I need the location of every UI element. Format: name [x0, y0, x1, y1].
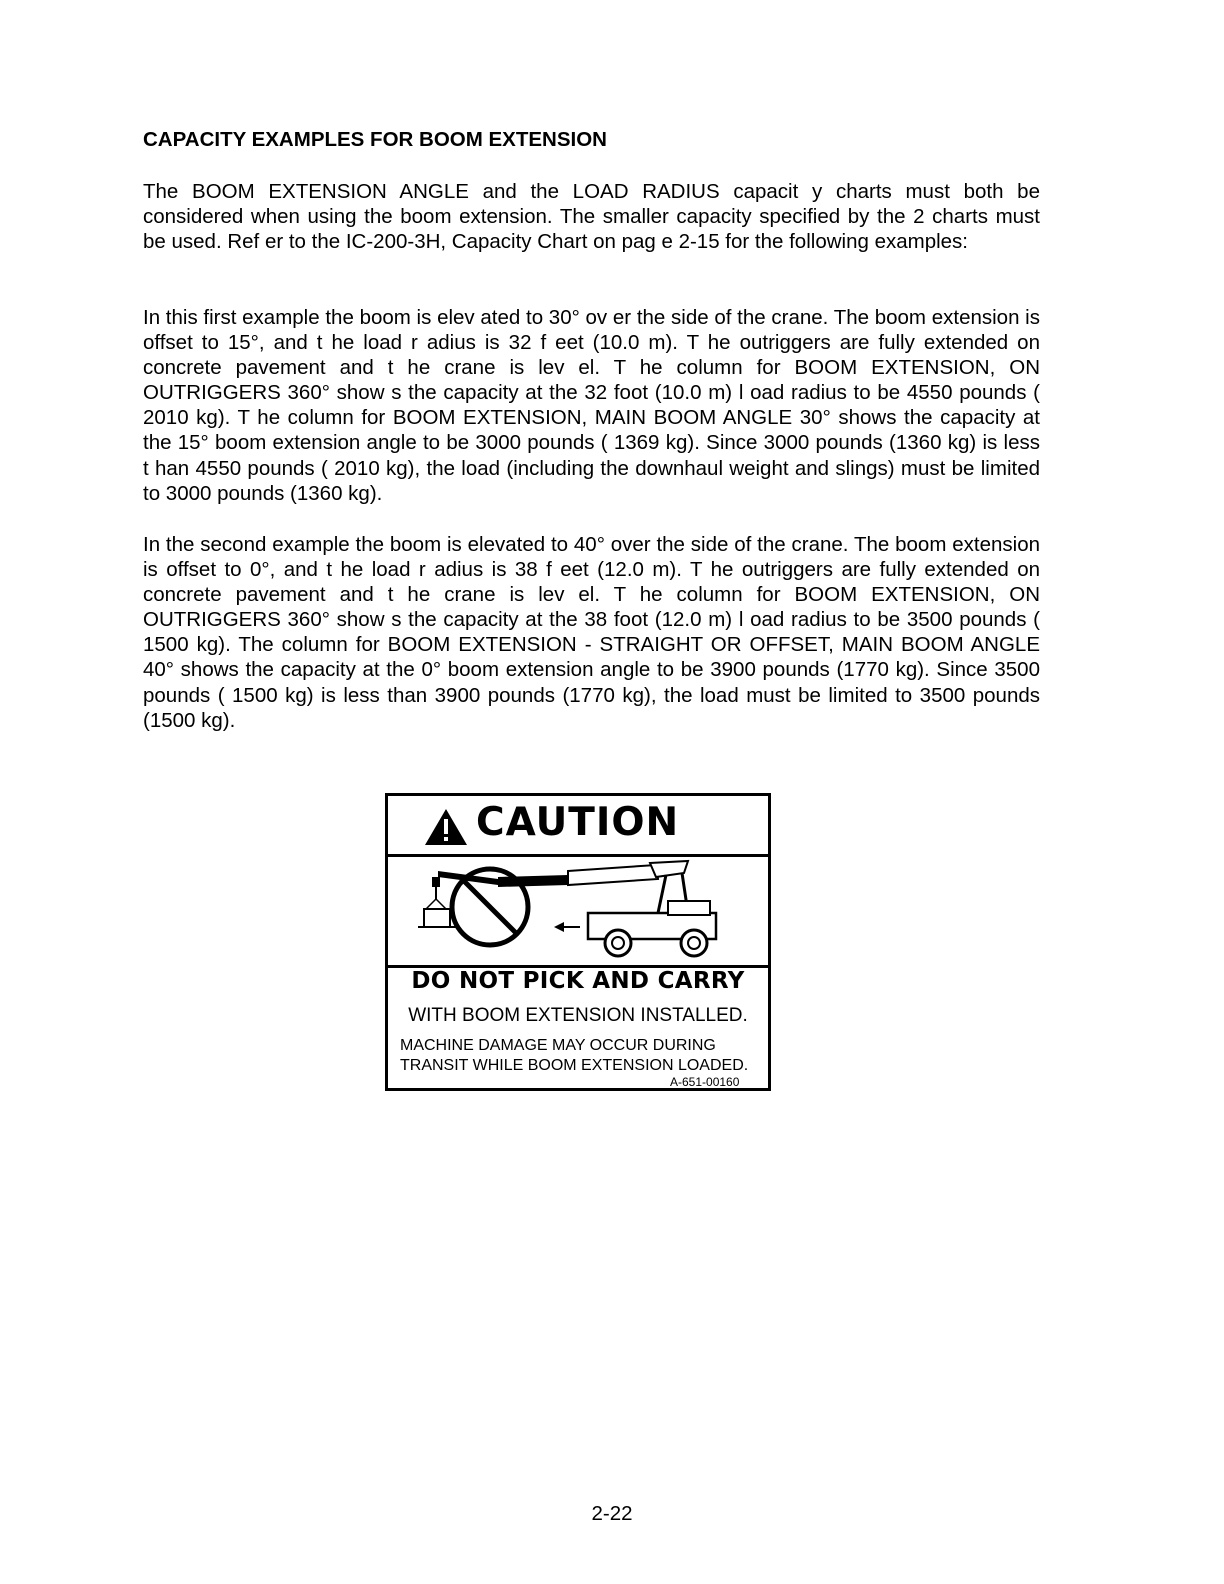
- caution-label: [385, 793, 771, 1091]
- page-heading: CAPACITY EXAMPLES FOR BOOM EXTENSION: [143, 128, 607, 151]
- intro-paragraph: The BOOM EXTENSION ANGLE and the LOAD RADIUS capacit y charts must both be considered when using the boom extension. The smaller capacity specified by the 2 charts must be used. Ref er to the IC-200-3H, Capacity Chart on pag e 2-15 for the following examples:: [143, 180, 1040, 254]
- label-part-number: A-651-00160: [670, 1075, 740, 1089]
- pick-and-carry-pictogram: [388, 857, 768, 968]
- label-note-line-2: TRANSIT WHILE BOOM EXTENSION LOADED.: [400, 1057, 749, 1074]
- warning-triangle-icon: [424, 808, 468, 846]
- crane-pictogram-icon: [388, 857, 768, 965]
- caution-word: CAUTION: [476, 800, 680, 845]
- caution-header: [388, 796, 768, 857]
- label-title: DO NOT PICK AND CARRY: [411, 968, 745, 994]
- label-note: [400, 1036, 748, 1076]
- page-number: 2-22: [591, 1502, 633, 1525]
- second-example-paragraph: In the second example the boom is elevated to 40° over the side of the crane. The boom extension is offset to 0°, and t he load r adius is 38 f eet (12.0 m). T he outriggers are fully extended on concrete pavement and t he crane is lev el. T he column for BOOM EXTENSION, ON OUTRIGGERS 360° show s the capacity at the 38 foot (12.0 m) l oad radius to be 3500 pounds ( 1500 kg). The column for BOOM EXTENSION - STRAIGHT OR OFFSET, MAIN BOOM ANGLE 40° shows the capacity at the 0° boom extension angle to be 3900 pounds (1770 kg). Since 3500 pounds ( 1500 kg) is less than 3900 pounds (1770 kg), the load must be limited to 3500 pounds (1500 kg).: [143, 533, 1040, 732]
- label-subtitle: WITH BOOM EXTENSION INSTALLED.: [408, 1005, 748, 1026]
- label-note-line-1: MACHINE DAMAGE MAY OCCUR DURING: [400, 1037, 716, 1054]
- first-example-paragraph: In this first example the boom is elev ated to 30° ov er the side of the crane. The boom extension is offset to 15°, and t he load r adius is 32 f eet (10.0 m). T he outriggers are fully extended on concrete pavement and t he crane is lev el. T he column for BOOM EXTENSION, ON OUTRIGGERS 360° show s the capacity at the 32 foot (10.0 m) l oad radius to be 4550 pounds ( 2010 kg). T he column for BOOM EXTENSION, MAIN BOOM ANGLE 30° shows the capacity at the 15° boom extension angle to be 3000 pounds ( 1369 kg). Since 3000 pounds (1360 kg) is less t han 4550 pounds ( 2010 kg), the load (including the downhaul weight and slings) must be limited to 3000 pounds (1360 kg).: [143, 306, 1040, 505]
